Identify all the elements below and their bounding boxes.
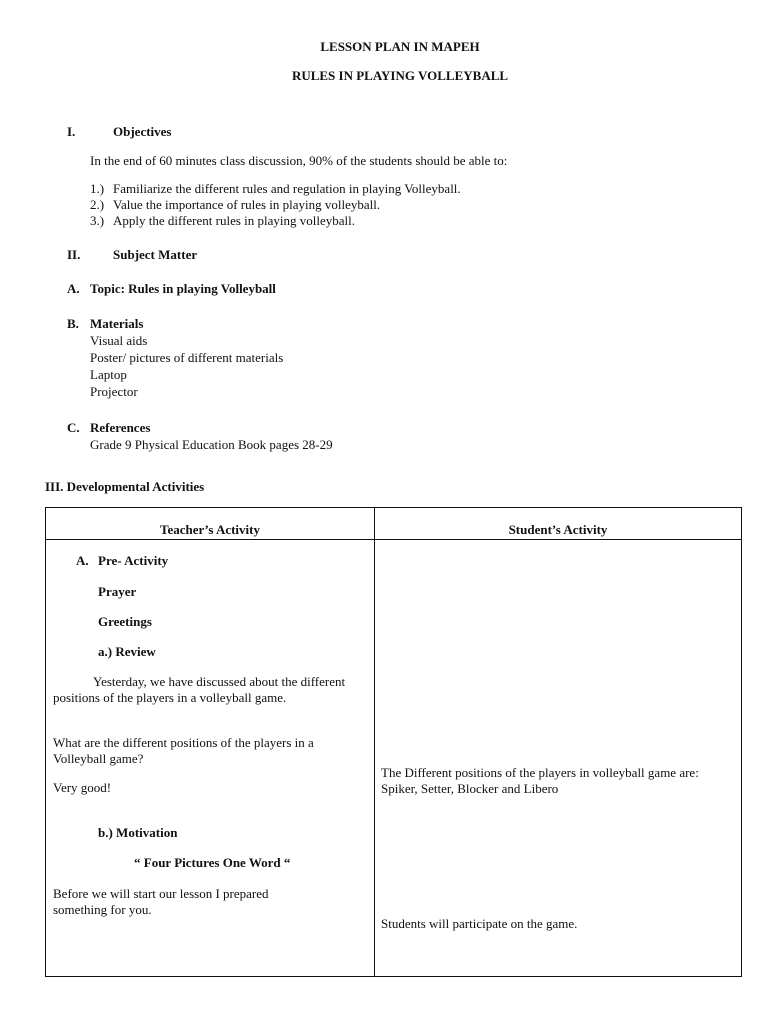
objective-number: 1.) — [90, 181, 105, 196]
section-numeral-1: I. — [67, 124, 76, 139]
table-header-divider — [46, 539, 741, 540]
page-title: LESSON PLAN IN MAPEH — [320, 39, 480, 54]
review-label: a.) Review — [98, 644, 156, 659]
references-heading: References — [90, 420, 151, 435]
materials-item: Laptop — [90, 367, 127, 382]
prayer-label: Prayer — [98, 584, 137, 599]
student-activity-header: Student’s Activity — [508, 522, 608, 537]
objective-number: 2.) — [90, 197, 105, 212]
topic-text: Topic: Rules in playing Volleyball — [90, 281, 276, 296]
page-subtitle: RULES IN PLAYING VOLLEYBALL — [291, 68, 509, 83]
student-participation-text: Students will participate on the game. — [381, 916, 578, 931]
teacher-activity-header: Teacher’s Activity — [159, 522, 260, 537]
materials-item: Projector — [90, 384, 138, 399]
developmental-heading: III. Developmental Activities — [45, 479, 205, 494]
references-letter: C. — [67, 420, 80, 435]
materials-item: Visual aids — [90, 333, 148, 348]
section-numeral-2: II. — [67, 247, 81, 262]
objective-number: 3.) — [90, 213, 105, 228]
objectives-heading: Objectives — [113, 124, 172, 139]
praise-text: Very good! — [53, 780, 112, 795]
greetings-label: Greetings — [98, 614, 152, 629]
objective-item: Apply the different rules in playing volleyball. — [113, 213, 356, 228]
objective-item: Value the importance of rules in playing volleyball. — [113, 197, 381, 212]
references-text: Grade 9 Physical Education Book pages 28-29 — [90, 437, 333, 452]
game-intro-text: Before we will start our lesson I prepared something for you. — [53, 886, 269, 917]
materials-item: Poster/ pictures of different materials — [90, 350, 284, 365]
objectives-intro: In the end of 60 minutes class discussion, 90% of the students should be able to: — [90, 153, 508, 168]
materials-heading: Materials — [90, 316, 144, 331]
review-question: What are the different positions of the players in a Volleyball game? — [53, 735, 314, 766]
materials-letter: B. — [67, 316, 79, 331]
table-column-divider — [374, 508, 375, 976]
topic-letter: A. — [67, 281, 80, 296]
subject-matter-heading: Subject Matter — [113, 247, 198, 262]
game-title: “ Four Pictures One Word “ — [134, 855, 291, 870]
objective-item: Familiarize the different rules and regulation in playing Volleyball. — [113, 181, 461, 196]
activities-table — [45, 507, 742, 977]
pre-activity-label: Pre- Activity — [98, 553, 169, 568]
review-text: Yesterday, we have discussed about the different positions of the players in a volleyball game. — [53, 674, 346, 705]
pre-activity-letter: A. — [76, 553, 89, 568]
student-answer-text: The Different positions of the players in volleyball game are: Spiker, Setter, Blocker and Libero — [381, 765, 699, 796]
motivation-label: b.) Motivation — [98, 825, 178, 840]
